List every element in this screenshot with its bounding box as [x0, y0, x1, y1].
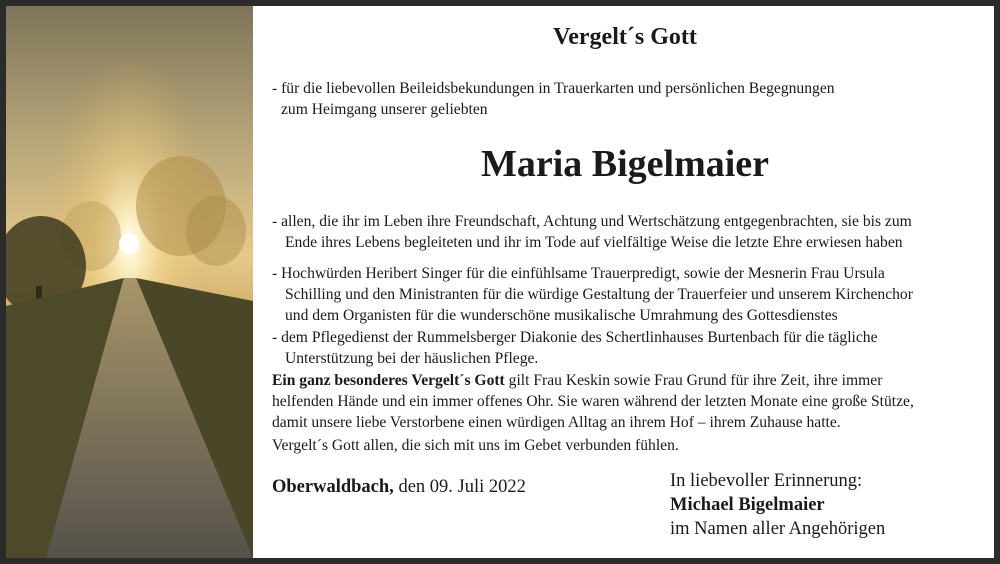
sunrise-path-photo: [6, 6, 253, 558]
intro-paragraph: [272, 78, 978, 120]
thanks-line: Unterstützung bei der häuslichen Pflege.: [285, 350, 539, 367]
thanks-line: - Hochwürden Heribert Singer für die einfühlsame Trauerpredigt, sowie der Mesnerin Frau Ursula: [272, 265, 885, 282]
special-thanks-paragraph: [272, 370, 978, 433]
special-thanks-line-1: gilt Frau Keskin sowie Frau Grund für ihre Zeit, ihre immer: [504, 372, 883, 389]
thank-you-text: [272, 6, 978, 558]
thanks-line: - dem Pflegedienst der Rummelsberger Diakonie des Schertlinhauses Burtenbach für die tägliche: [272, 329, 878, 346]
thanks-item: [272, 263, 978, 326]
thanks-line: Ende ihres Lebens begleiteten und ihr im Tode auf vielfältige Weise die letzte Ehre erwiesen haben: [285, 234, 903, 251]
special-thanks-bold: Ein ganz besonderes Vergelt´s Gott: [272, 372, 505, 389]
thanks-line: Schilling und den Ministranten für die würdige Gestaltung der Trauerfeier und unserem Kirchenchor: [285, 286, 913, 303]
deceased-name: Maria Bigelmaier: [480, 143, 770, 185]
intro-line-2: zum Heimgang unserer geliebten: [281, 101, 488, 118]
signature-block: [670, 469, 885, 541]
signature-line-3: im Namen aller Angehörigen: [670, 519, 886, 539]
special-thanks-line-3: damit unsere liebe Verstorbene einen würdigen Alltag an ihrem Hof – ihrem Zuhause hatte.: [272, 414, 841, 431]
signature-line-1: In liebevoller Erinnerung:: [670, 471, 863, 491]
obituary-thanks-card: [6, 6, 994, 558]
thanks-line: und dem Organisten für die wunderschöne musikalische Umrahmung des Gottesdienstes: [285, 307, 838, 324]
place-town: Oberwaldbach,: [272, 477, 394, 497]
signature-name: Michael Bigelmaier: [670, 495, 825, 515]
thanks-line: - allen, die ihr im Leben ihre Freundschaft, Achtung und Wertschätzung entgegenbrachten, sie bis zum: [272, 213, 912, 230]
special-thanks-line-2: helfenden Hände und ein immer offenes Ohr. Sie waren während der letzten Monate eine große Stütze,: [272, 393, 914, 410]
thanks-item: [272, 211, 978, 253]
heading-title: Vergelt´s Gott: [553, 24, 697, 50]
intro-line-1: - für die liebevollen Beileidsbekundungen in Trauerkarten und persönlichen Begegnungen: [272, 80, 835, 97]
place-date: den 09. Juli 2022: [393, 477, 526, 497]
place-and-date: [272, 475, 526, 499]
thanks-item: [272, 327, 978, 369]
closing-line: Vergelt´s Gott allen, die sich mit uns im Gebet verbunden fühlen.: [272, 437, 679, 454]
